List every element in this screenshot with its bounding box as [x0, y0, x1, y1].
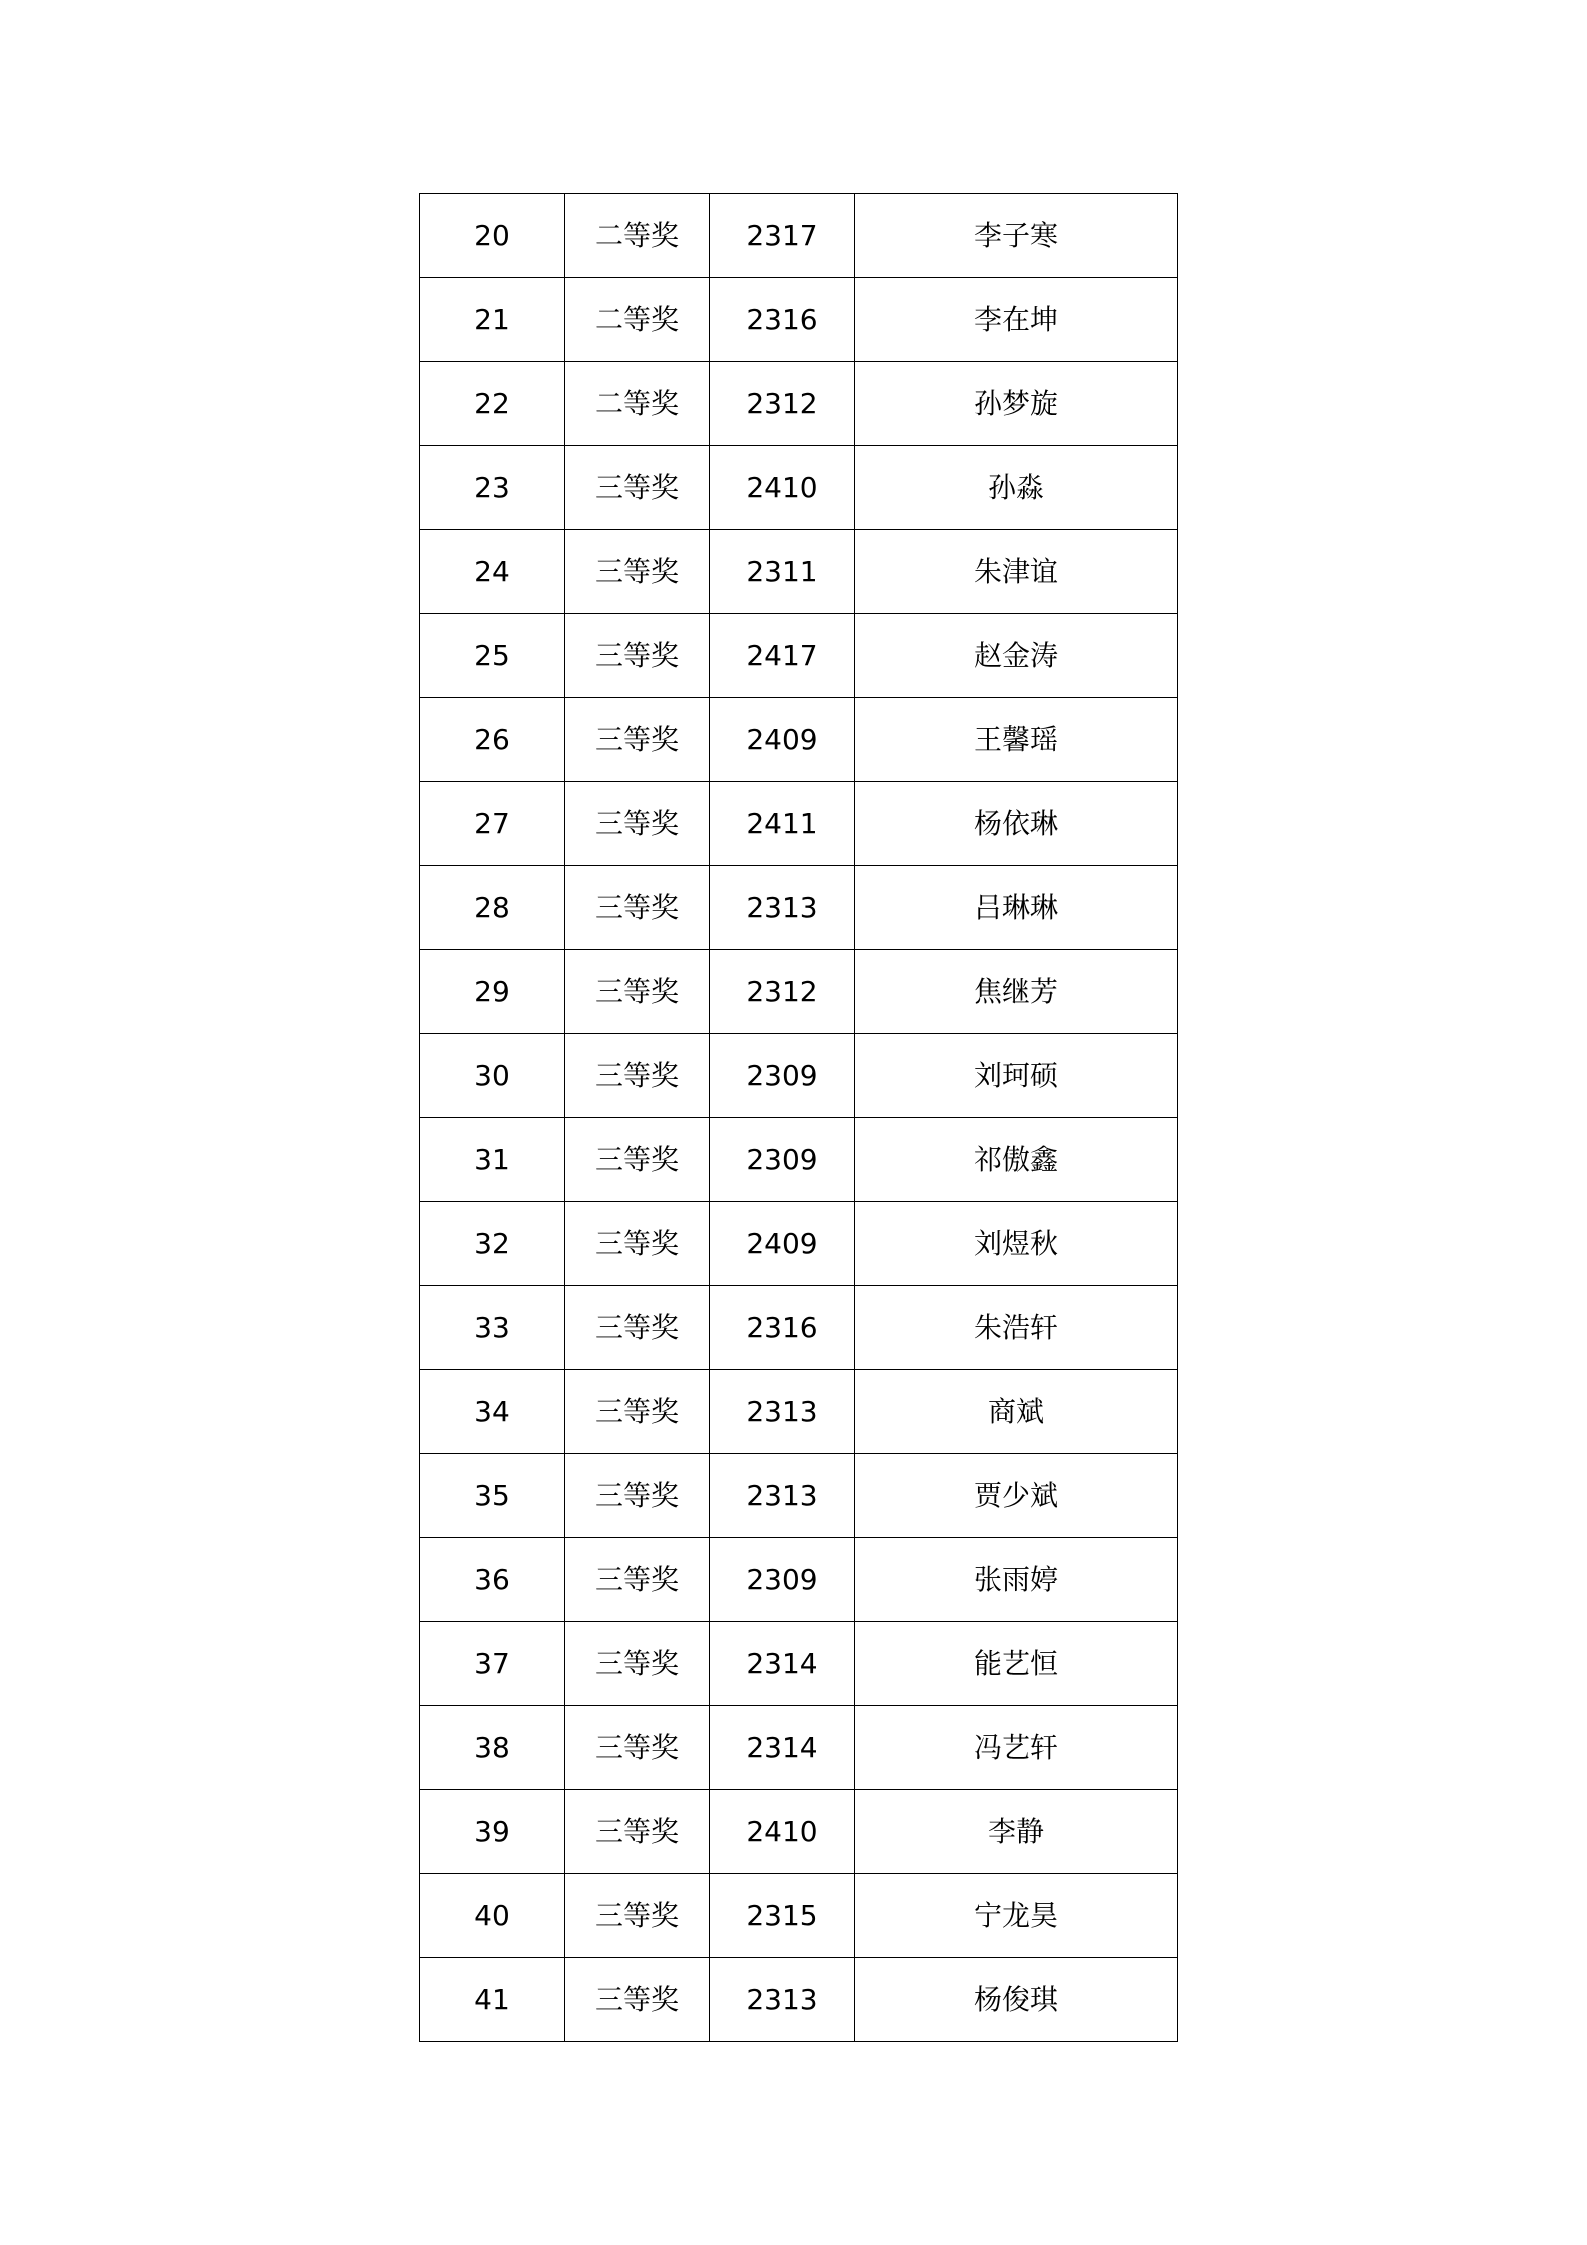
class-number-cell: 2312	[710, 950, 855, 1034]
row-number-cell: 41	[420, 1958, 565, 2042]
row-number-cell: 26	[420, 698, 565, 782]
student-name-cell: 王馨瑶	[855, 698, 1178, 782]
class-number-cell: 2315	[710, 1874, 855, 1958]
award-level-cell: 三等奖	[565, 1958, 710, 2042]
row-number-cell: 28	[420, 866, 565, 950]
class-number-cell: 2313	[710, 1370, 855, 1454]
student-name-cell: 李子寒	[855, 194, 1178, 278]
table-row	[420, 362, 1178, 446]
student-name-cell: 杨依琳	[855, 782, 1178, 866]
table-row	[420, 614, 1178, 698]
student-name-cell: 宁龙昊	[855, 1874, 1178, 1958]
table-row	[420, 278, 1178, 362]
class-number-cell: 2316	[710, 1286, 855, 1370]
table-row	[420, 866, 1178, 950]
row-number-cell: 23	[420, 446, 565, 530]
student-name-cell: 商斌	[855, 1370, 1178, 1454]
row-number-cell: 33	[420, 1286, 565, 1370]
student-name-cell: 刘珂硕	[855, 1034, 1178, 1118]
student-name-cell: 李在坤	[855, 278, 1178, 362]
award-level-cell: 三等奖	[565, 698, 710, 782]
class-number-cell: 2417	[710, 614, 855, 698]
table-row	[420, 1706, 1178, 1790]
award-level-cell: 三等奖	[565, 530, 710, 614]
class-number-cell: 2313	[710, 866, 855, 950]
table-row	[420, 446, 1178, 530]
student-name-cell: 祁傲鑫	[855, 1118, 1178, 1202]
table-row	[420, 1202, 1178, 1286]
row-number-cell: 27	[420, 782, 565, 866]
table-row	[420, 1034, 1178, 1118]
class-number-cell: 2410	[710, 446, 855, 530]
student-name-cell: 朱津谊	[855, 530, 1178, 614]
award-level-cell: 三等奖	[565, 1538, 710, 1622]
award-level-cell: 三等奖	[565, 614, 710, 698]
class-number-cell: 2409	[710, 1202, 855, 1286]
table-row	[420, 782, 1178, 866]
row-number-cell: 25	[420, 614, 565, 698]
row-number-cell: 22	[420, 362, 565, 446]
class-number-cell: 2410	[710, 1790, 855, 1874]
student-name-cell: 焦继芳	[855, 950, 1178, 1034]
class-number-cell: 2409	[710, 698, 855, 782]
class-number-cell: 2313	[710, 1454, 855, 1538]
row-number-cell: 39	[420, 1790, 565, 1874]
table-row	[420, 1118, 1178, 1202]
award-level-cell: 三等奖	[565, 1454, 710, 1538]
row-number-cell: 35	[420, 1454, 565, 1538]
row-number-cell: 32	[420, 1202, 565, 1286]
award-level-cell: 二等奖	[565, 362, 710, 446]
row-number-cell: 24	[420, 530, 565, 614]
class-number-cell: 2309	[710, 1118, 855, 1202]
row-number-cell: 31	[420, 1118, 565, 1202]
table-row	[420, 1790, 1178, 1874]
student-name-cell: 朱浩轩	[855, 1286, 1178, 1370]
award-level-cell: 三等奖	[565, 446, 710, 530]
student-name-cell: 能艺恒	[855, 1622, 1178, 1706]
award-level-cell: 三等奖	[565, 1706, 710, 1790]
award-level-cell: 三等奖	[565, 1874, 710, 1958]
table-row	[420, 194, 1178, 278]
row-number-cell: 38	[420, 1706, 565, 1790]
award-list-table	[419, 193, 1178, 2042]
table-row	[420, 1874, 1178, 1958]
table-row	[420, 1370, 1178, 1454]
award-level-cell: 三等奖	[565, 1790, 710, 1874]
class-number-cell: 2411	[710, 782, 855, 866]
row-number-cell: 30	[420, 1034, 565, 1118]
class-number-cell: 2312	[710, 362, 855, 446]
table-row	[420, 530, 1178, 614]
class-number-cell: 2313	[710, 1958, 855, 2042]
award-level-cell: 三等奖	[565, 1118, 710, 1202]
student-name-cell: 孙淼	[855, 446, 1178, 530]
row-number-cell: 34	[420, 1370, 565, 1454]
award-level-cell: 三等奖	[565, 950, 710, 1034]
row-number-cell: 20	[420, 194, 565, 278]
student-name-cell: 张雨婷	[855, 1538, 1178, 1622]
student-name-cell: 赵金涛	[855, 614, 1178, 698]
row-number-cell: 37	[420, 1622, 565, 1706]
class-number-cell: 2314	[710, 1622, 855, 1706]
student-name-cell: 孙梦旋	[855, 362, 1178, 446]
student-name-cell: 吕琳琳	[855, 866, 1178, 950]
table-row	[420, 1454, 1178, 1538]
table-row	[420, 1538, 1178, 1622]
table-row	[420, 1622, 1178, 1706]
award-level-cell: 三等奖	[565, 1034, 710, 1118]
award-level-cell: 二等奖	[565, 278, 710, 362]
award-level-cell: 三等奖	[565, 866, 710, 950]
student-name-cell: 贾少斌	[855, 1454, 1178, 1538]
row-number-cell: 40	[420, 1874, 565, 1958]
award-level-cell: 三等奖	[565, 1286, 710, 1370]
row-number-cell: 36	[420, 1538, 565, 1622]
row-number-cell: 29	[420, 950, 565, 1034]
award-level-cell: 三等奖	[565, 1622, 710, 1706]
award-table-body	[420, 194, 1178, 2042]
student-name-cell: 刘煜秋	[855, 1202, 1178, 1286]
award-level-cell: 三等奖	[565, 1370, 710, 1454]
class-number-cell: 2316	[710, 278, 855, 362]
student-name-cell: 李静	[855, 1790, 1178, 1874]
student-name-cell: 杨俊琪	[855, 1958, 1178, 2042]
award-level-cell: 三等奖	[565, 782, 710, 866]
class-number-cell: 2311	[710, 530, 855, 614]
class-number-cell: 2309	[710, 1034, 855, 1118]
table-row	[420, 1286, 1178, 1370]
table-row	[420, 950, 1178, 1034]
row-number-cell: 21	[420, 278, 565, 362]
award-level-cell: 二等奖	[565, 194, 710, 278]
class-number-cell: 2309	[710, 1538, 855, 1622]
class-number-cell: 2317	[710, 194, 855, 278]
table-row	[420, 698, 1178, 782]
table-row	[420, 1958, 1178, 2042]
award-level-cell: 三等奖	[565, 1202, 710, 1286]
class-number-cell: 2314	[710, 1706, 855, 1790]
student-name-cell: 冯艺轩	[855, 1706, 1178, 1790]
